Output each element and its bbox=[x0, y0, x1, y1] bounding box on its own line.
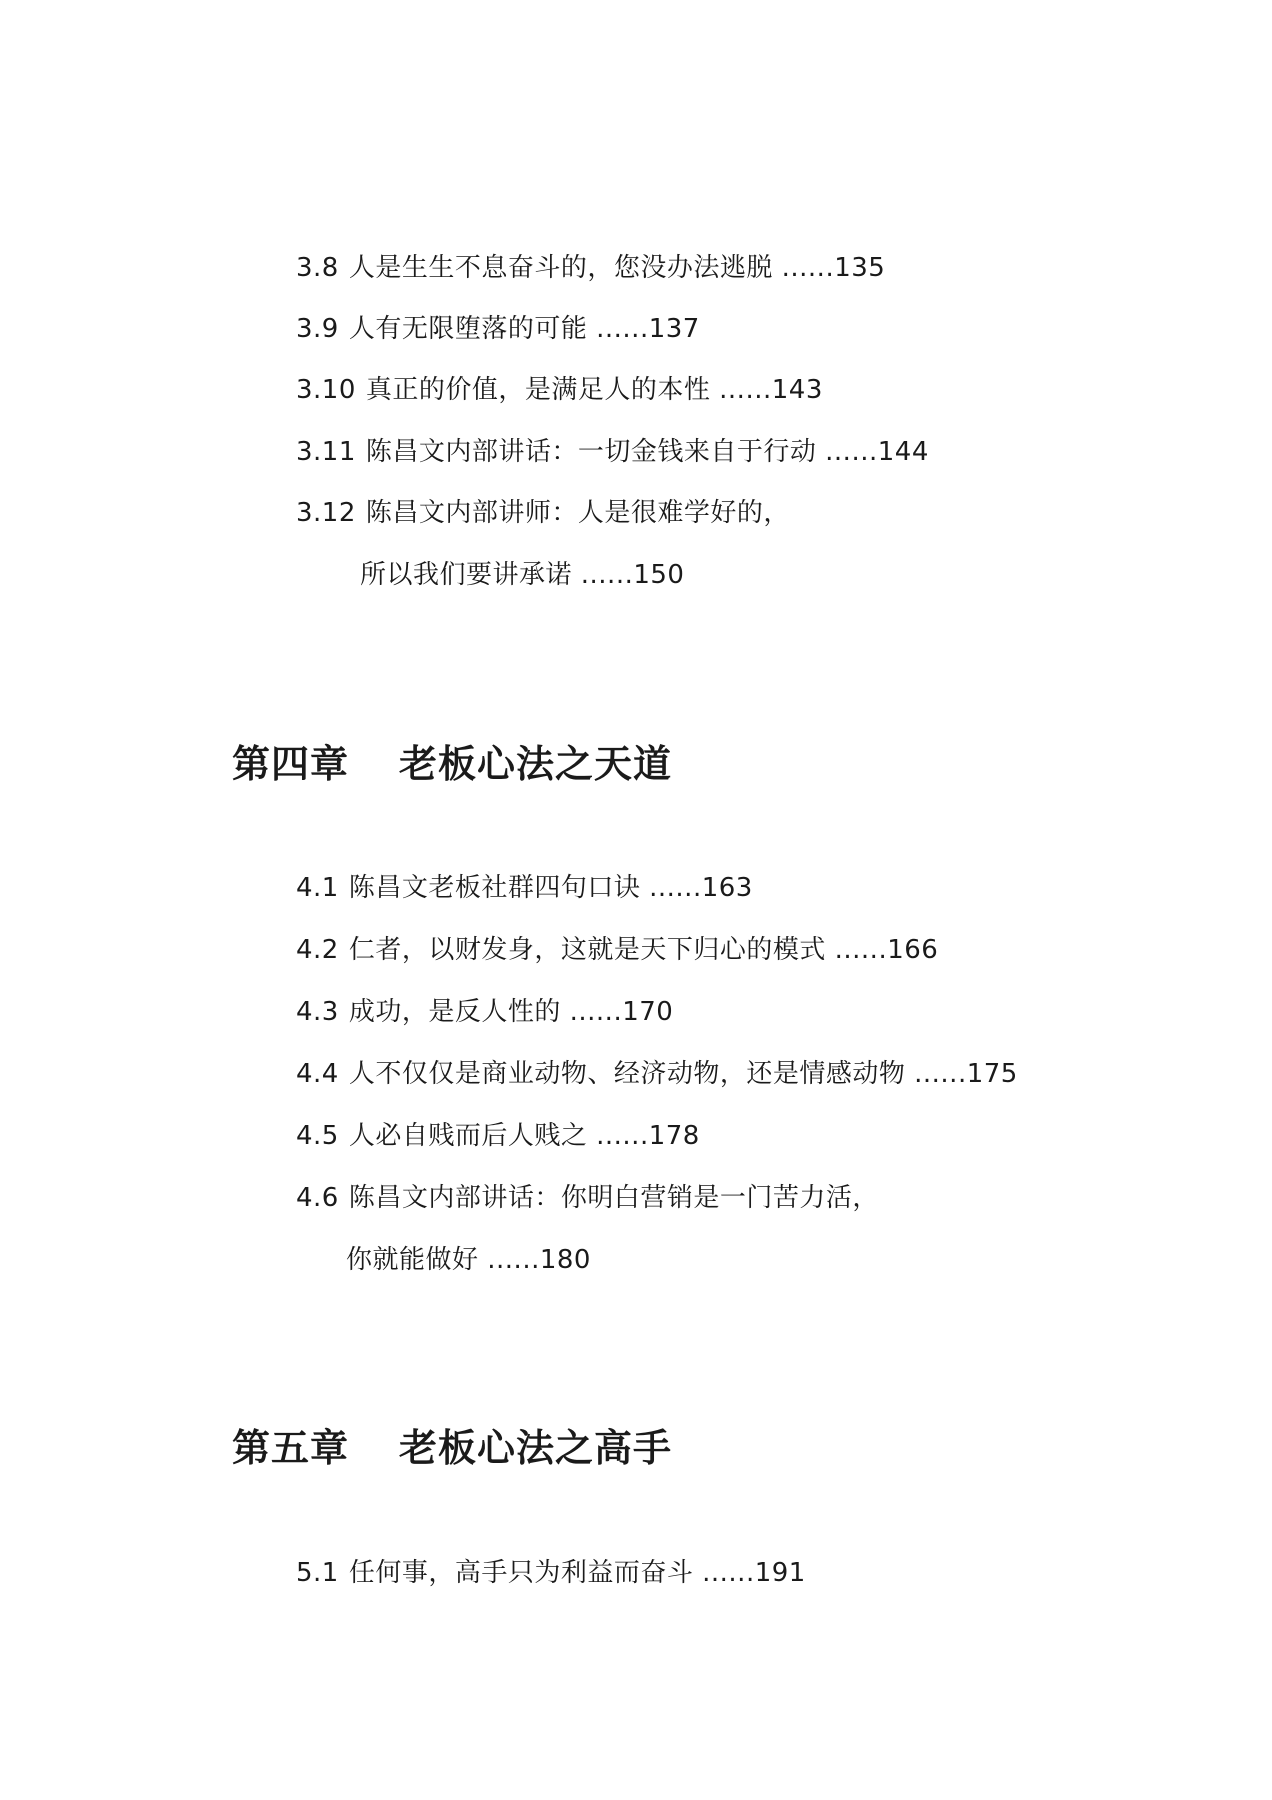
toc-entry-3-11 bbox=[296, 436, 929, 468]
toc-entry-3-8 bbox=[296, 252, 885, 284]
entry-number: 4.3 bbox=[296, 997, 339, 1027]
entry-text: 人必自贱而后人贱之 ......178 bbox=[348, 1121, 700, 1151]
entry-text: 人是生生不息奋斗的，您没办法逃脱 ......135 bbox=[348, 253, 886, 283]
entry-number: 4.1 bbox=[296, 873, 339, 903]
toc-entry-3-10 bbox=[296, 374, 823, 406]
entry-text: 人有无限堕落的可能 ......137 bbox=[348, 314, 700, 344]
entry-text-continuation: 你就能做好 ......180 bbox=[346, 1245, 591, 1275]
toc-entry-5-1 bbox=[296, 1557, 806, 1589]
entry-number: 4.5 bbox=[296, 1121, 339, 1151]
entry-number: 4.6 bbox=[296, 1183, 339, 1213]
chapter-title: 老板心法之天道 bbox=[399, 741, 673, 786]
entry-text: 人不仅仅是商业动物、经济动物，还是情感动物 ......175 bbox=[348, 1059, 1018, 1089]
toc-entry-4-5 bbox=[296, 1120, 700, 1152]
toc-entry-3-12 bbox=[296, 497, 790, 529]
entry-number: 5.1 bbox=[296, 1558, 339, 1588]
toc-entry-3-9 bbox=[296, 313, 700, 345]
entry-number: 3.12 bbox=[296, 498, 356, 528]
chapter-title: 老板心法之高手 bbox=[399, 1425, 673, 1470]
entry-text: 陈昌文老板社群四句口诀 ......163 bbox=[348, 873, 753, 903]
entry-text: 仁者，以财发身，这就是天下归心的模式 ......166 bbox=[348, 935, 939, 965]
toc-entry-3-12-continuation bbox=[360, 559, 684, 591]
chapter-5-heading bbox=[232, 1425, 672, 1471]
entry-number: 4.2 bbox=[296, 935, 339, 965]
entry-number: 4.4 bbox=[296, 1059, 339, 1089]
entry-number: 3.8 bbox=[296, 253, 339, 283]
entry-text: 真正的价值，是满足人的本性 ......143 bbox=[365, 375, 823, 405]
chapter-label: 第四章 bbox=[232, 741, 350, 786]
entry-text: 陈昌文内部讲话：一切金钱来自于行动 ......144 bbox=[365, 437, 929, 467]
chapter-4-heading bbox=[232, 741, 672, 787]
toc-entry-4-6-continuation bbox=[346, 1244, 591, 1276]
entry-text: 陈昌文内部讲话：你明白营销是一门苦力活， bbox=[348, 1183, 879, 1213]
toc-entry-4-4 bbox=[296, 1058, 1018, 1090]
toc-entry-4-6 bbox=[296, 1182, 879, 1214]
entry-text: 任何事，高手只为利益而奋斗 ......191 bbox=[348, 1558, 806, 1588]
entry-number: 3.9 bbox=[296, 314, 339, 344]
entry-text: 陈昌文内部讲师：人是很难学好的， bbox=[365, 498, 790, 528]
chapter-label: 第五章 bbox=[232, 1425, 350, 1470]
toc-entry-4-3 bbox=[296, 996, 673, 1028]
entry-number: 3.11 bbox=[296, 437, 356, 467]
toc-entry-4-1 bbox=[296, 872, 753, 904]
entry-text-continuation: 所以我们要讲承诺 ......150 bbox=[360, 560, 685, 590]
entry-text: 成功，是反人性的 ......170 bbox=[348, 997, 674, 1027]
toc-entry-4-2 bbox=[296, 934, 938, 966]
entry-number: 3.10 bbox=[296, 375, 356, 405]
